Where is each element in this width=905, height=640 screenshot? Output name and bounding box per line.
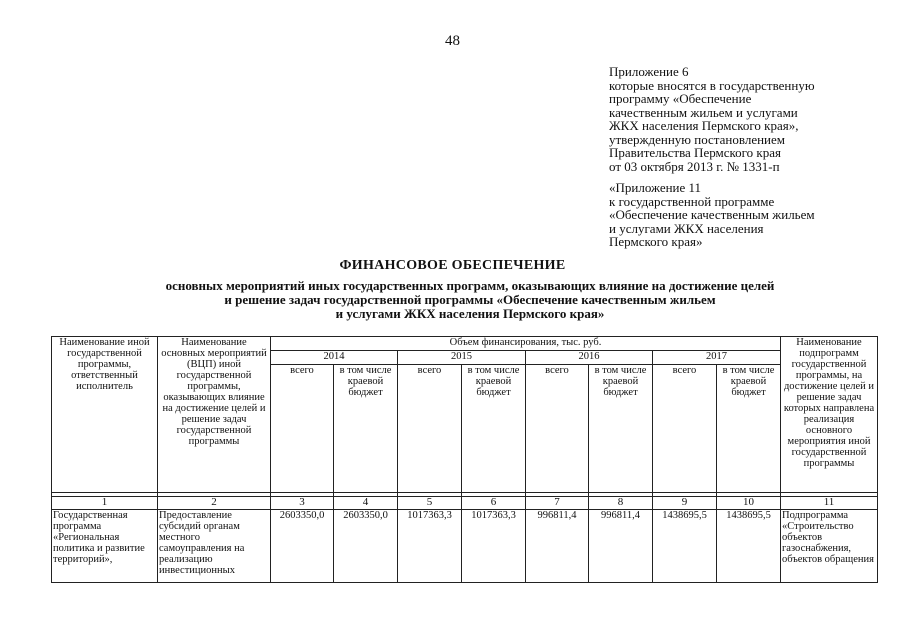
value-cell: 996811,4 — [526, 510, 589, 583]
appendix-6-block — [609, 65, 899, 173]
column-index: 8 — [589, 497, 653, 510]
header-regional: в том числе краевой бюджет — [334, 365, 398, 493]
value-cell: 2603350,0 — [334, 510, 398, 583]
value-cell: 1017363,3 — [462, 510, 526, 583]
header-total: всего — [526, 365, 589, 493]
header-year: 2016 — [526, 351, 653, 365]
header-total: всего — [398, 365, 462, 493]
header-year: 2015 — [398, 351, 526, 365]
value-cell: 2603350,0 — [271, 510, 334, 583]
subtitle-line: и решение задач государственной программы «Обеспечение качественным жильем — [224, 292, 716, 307]
header-total: всего — [271, 365, 334, 493]
appendix-line: и услугами ЖКХ населения — [609, 220, 764, 236]
header-regional: в том числе краевой бюджет — [717, 365, 781, 493]
value-cell: 1017363,3 — [398, 510, 462, 583]
header-subprogram: Наименование подпрограмм государственной программы, на достижение целей и решение задач которых направлена реализация основного мероприятия иной государственной программы — [781, 337, 878, 493]
header-funding: Объем финансирования, тыс. руб. — [271, 337, 781, 351]
column-index: 2 — [158, 497, 271, 510]
document-title: ФИНАНСОВОЕ ОБЕСПЕЧЕНИЕ — [339, 258, 566, 273]
column-index: 9 — [653, 497, 717, 510]
header-measure: Наименование основных мероприятий (ВЦП) иной государственной программы, оказывающих влияние на достижение целей и решение задач государственной программы — [158, 337, 271, 493]
appendix-line: ЖКХ населения Пермского края», — [609, 118, 799, 133]
column-index: 3 — [271, 497, 334, 510]
column-index: 4 — [334, 497, 398, 510]
column-index: 10 — [717, 497, 781, 510]
column-index: 1 — [52, 497, 158, 510]
column-index: 5 — [398, 497, 462, 510]
header-regional: в том числе краевой бюджет — [589, 365, 653, 493]
value-cell: 1438695,5 — [653, 510, 717, 583]
measure-cell: Предоставление субсидий органам местного самоуправления на реализацию инвестиционных — [158, 510, 271, 583]
value-cell: 996811,4 — [589, 510, 653, 583]
header-regional: в том числе краевой бюджет — [462, 365, 526, 493]
column-index: 7 — [526, 497, 589, 510]
appendix-line: «Обеспечение качественным жильем — [609, 207, 815, 222]
document-subtitle — [100, 279, 840, 321]
appendix-line: от 03 октября 2013 г. № 1331-п — [609, 158, 780, 174]
appendix-line: «Приложение 11 — [609, 180, 702, 195]
column-index-row — [52, 497, 878, 510]
appendix-line: Приложение 6 — [609, 64, 689, 79]
financing-table — [51, 336, 878, 583]
value-cell: 1438695,5 — [717, 510, 781, 583]
subtitle-line: и услугами ЖКХ населения Пермского края» — [335, 306, 605, 321]
appendix-line: программу «Обеспечение — [609, 91, 752, 106]
header-total: всего — [653, 365, 717, 493]
appendix-line: качественным жильем и услугами — [609, 104, 798, 120]
header-program: Наименование иной государственной программы, ответственный исполнитель — [52, 337, 158, 493]
appendix-11-block — [609, 181, 899, 249]
appendix-line: Правительства Пермского края — [609, 145, 781, 160]
column-index: 11 — [781, 497, 878, 510]
subprogram-cell: Подпрограмма «Строительство объектов газоснабжения, объектов обращения — [781, 510, 878, 583]
appendix-line: утвержденную постановлением — [609, 131, 786, 147]
appendix-line: которые вносятся в государственную — [609, 77, 815, 93]
appendix-line: к государственной программе — [609, 193, 775, 209]
header-year: 2017 — [653, 351, 781, 365]
header-year: 2014 — [271, 351, 398, 365]
page-number: 48 — [445, 33, 460, 49]
program-cell: Государственная программа «Региональная политика и развитие территорий», — [52, 510, 158, 583]
subtitle-line: основных мероприятий иных государственных программ, оказывающих влияние на достижение целей — [165, 278, 775, 293]
appendix-line: Пермского края» — [609, 234, 703, 249]
table-row — [52, 510, 878, 583]
column-index: 6 — [462, 497, 526, 510]
